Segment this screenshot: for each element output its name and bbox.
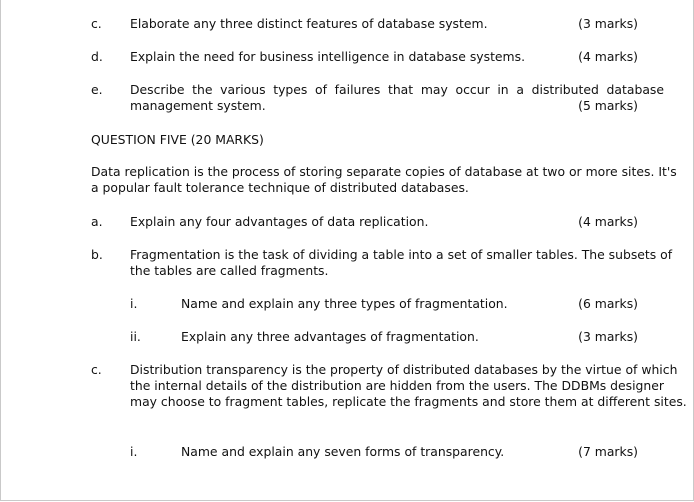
question-c-label: c. xyxy=(91,16,102,31)
q5-c-i-label: i. xyxy=(130,444,138,459)
question-c-text: Elaborate any three distinct features of database system. xyxy=(130,16,488,31)
q5-b-line1: Fragmentation is the task of dividing a table into a set of smaller tables. The subsets of xyxy=(130,247,673,262)
question-d-marks: (4 marks) xyxy=(578,49,638,64)
intro-line2: a popular fault tolerance technique of distributed databases. xyxy=(91,180,469,195)
q5-b-i-marks: (6 marks) xyxy=(578,296,638,311)
q5-b-i-label: i. xyxy=(130,296,138,311)
question-d-text: Explain the need for business intelligence in database systems. xyxy=(130,49,526,64)
q5-c-line2: the internal details of the distribution are hidden from the users. The DDBMs designer xyxy=(130,378,664,393)
q5-c-line1: Distribution transparency is the property of distributed databases by the virtue of which xyxy=(130,362,678,377)
question-e-label: e. xyxy=(91,82,103,97)
question-d-label: d. xyxy=(91,49,103,64)
q5-c-i-text: Name and explain any seven forms of transparency. xyxy=(181,444,505,459)
q5-b-ii-label: ii. xyxy=(130,329,141,344)
q5-b-ii-text: Explain any three advantages of fragmentation. xyxy=(181,329,479,344)
q5-a-text: Explain any four advantages of data replication. xyxy=(130,214,429,229)
section-heading: QUESTION FIVE (20 MARKS) xyxy=(91,132,264,147)
q5-b-ii-marks: (3 marks) xyxy=(578,329,638,344)
q5-c-i-marks: (7 marks) xyxy=(578,444,638,459)
q5-c-line3: may choose to fragment tables, replicate the fragments and store them at different sites. xyxy=(130,394,687,409)
q5-b-label: b. xyxy=(91,247,103,262)
q5-c-label: c. xyxy=(91,362,102,377)
question-e-marks: (5 marks) xyxy=(578,98,638,113)
q5-b-line2: the tables are called fragments. xyxy=(130,263,329,278)
q5-a-marks: (4 marks) xyxy=(578,214,638,229)
question-e-line2: management system. xyxy=(130,98,266,113)
q5-b-i-text: Name and explain any three types of fragmentation. xyxy=(181,296,508,311)
intro-line1: Data replication is the process of storing separate copies of database at two or more sites. It's xyxy=(91,164,677,179)
q5-a-label: a. xyxy=(91,214,103,229)
question-c-marks: (3 marks) xyxy=(578,16,638,31)
question-e-line1: Describe the various types of failures that may occur in a distributed database xyxy=(130,82,664,97)
